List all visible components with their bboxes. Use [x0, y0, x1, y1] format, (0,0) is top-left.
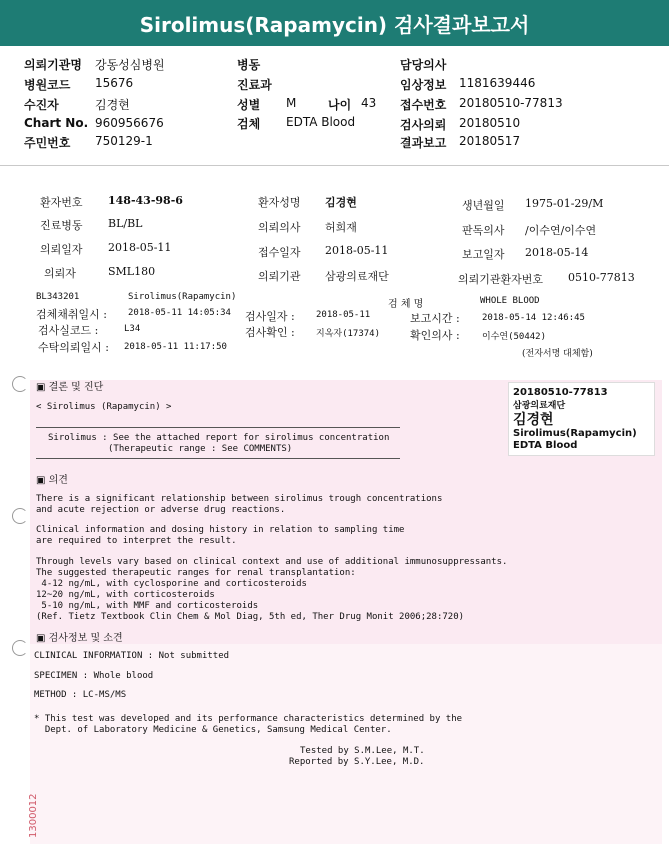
- scan-label-ref-doctor: 의뢰의사: [258, 221, 301, 234]
- sticker-patient: 김경현: [513, 412, 554, 428]
- method-info: METHOD : LC-MS/MS: [34, 690, 127, 700]
- opinion-p1-line2: and acute rejection or adverse drug reactions.: [36, 505, 286, 515]
- scan-label-inst-patient-no: 의뢰기관환자번호: [458, 273, 544, 286]
- value-result-report: 20180517: [459, 134, 521, 148]
- scan-esign: (전자서명 대체함): [522, 349, 593, 359]
- opinion-p3-line1: Through levels vary based on clinical context and use of additional immunosuppressants.: [36, 557, 508, 567]
- scan-value-ref-date: 2018-05-11: [108, 241, 172, 254]
- scan-collect-label: 검체채취일시 :: [36, 308, 107, 321]
- opinion-p3-line5: 5-10 ng/mL, with MMF and corticosteroids: [36, 601, 259, 611]
- section-test-info-heading: ▣ 검사정보 및 소견: [36, 633, 123, 644]
- scan-label-ref-institution: 의뢰기관: [258, 270, 301, 283]
- scan-value-ref-institution: 삼광의료재단: [325, 270, 389, 283]
- scan-value-ref-doctor: 허희재: [325, 221, 357, 234]
- scan-label-ref-date: 의뢰일자: [40, 243, 83, 256]
- opinion-p3-line6: (Ref. Tietz Textbook Clin Chem & Mol Diag, 5th ed, Ther Drug Monit 2006;28:720): [36, 612, 465, 622]
- label-chart-no: Chart No.: [24, 116, 89, 130]
- sticker-test: Sirolimus(Rapamycin): [513, 428, 637, 439]
- label-hospital-code: 병원코드: [24, 78, 71, 92]
- scan-value-birth: 1975-01-29/M: [525, 197, 604, 210]
- scan-confirm-doc-value: 이수연(50442): [482, 332, 547, 342]
- label-sex: 성별: [237, 98, 261, 112]
- scan-value-patient-name: 김경현: [325, 196, 357, 209]
- opinion-p2-line1: Clinical information and dosing history in relation to sampling time: [36, 525, 405, 535]
- scan-value-ward: BL/BL: [108, 217, 143, 230]
- report-header: [0, 0, 669, 46]
- value-hospital-code: 15676: [95, 76, 134, 90]
- report-title: Sirolimus(Rapamycin) 검사결과보고서: [139, 12, 530, 37]
- scan-value-reading-doctor: /이수연/이수연: [525, 224, 597, 237]
- binder-hole-icon: [12, 508, 28, 524]
- opinion-p1-line1: There is a significant relationship between sirolimus trough concentrations: [36, 494, 443, 504]
- value-test-request: 20180510: [459, 116, 521, 130]
- result-rule-bottom: [36, 458, 400, 459]
- scan-label-requester: 의뢰자: [44, 267, 76, 280]
- scan-test-date-value: 2018-05-11: [316, 310, 371, 320]
- scan-label-birth: 생년월일: [462, 199, 505, 212]
- label-ward: 병동: [237, 58, 261, 72]
- section-opinion-heading: ▣ 의견: [36, 475, 68, 486]
- scan-label-patient-name: 환자성명: [258, 196, 301, 209]
- value-patient: 김경현: [95, 98, 130, 112]
- scan-value-inst-patient-no: 0510-77813: [568, 271, 635, 284]
- scan-report-time-value: 2018-05-14 12:46:45: [482, 313, 585, 323]
- scan-lab-code-value: L34: [124, 324, 141, 334]
- result-line-1: Sirolimus : See the attached report for sirolimus concentration: [48, 433, 390, 443]
- value-specimen: EDTA Blood: [286, 115, 356, 129]
- specimen-info: SPECIMEN : Whole blood: [34, 671, 154, 681]
- scan-label-report-date: 보고일자: [462, 248, 505, 261]
- value-sex: M: [286, 96, 297, 110]
- value-resident-no: 750129-1: [95, 134, 153, 148]
- result-rule-top: [36, 427, 400, 428]
- scan-lab-code-label: 검사실코드 :: [38, 324, 99, 337]
- clinical-information: CLINICAL INFORMATION : Not submitted: [34, 651, 230, 661]
- label-resident-no: 주민번호: [24, 136, 71, 150]
- footnote-line-1: * This test was developed and its performance characteristics determined by the: [34, 714, 463, 724]
- side-serial-number: 1300012: [28, 793, 39, 838]
- section-conclusion-heading: ▣ 결론 및 진단: [36, 382, 104, 393]
- scan-label-patient-no: 환자번호: [40, 196, 83, 209]
- scan-test-name: Sirolimus(Rapamycin): [128, 292, 237, 302]
- sticker-receipt-no: 20180510-77813: [513, 387, 608, 398]
- label-patient: 수진자: [24, 98, 59, 112]
- value-receipt-no: 20180510-77813: [459, 96, 563, 110]
- opinion-p3-line2: The suggested therapeutic ranges for renal transplantation:: [36, 568, 356, 578]
- scan-label-receipt-date: 접수일자: [258, 246, 301, 259]
- scan-test-date-label: 검사일자 :: [245, 310, 295, 323]
- value-chart-no: 960956676: [95, 116, 164, 130]
- scan-label-reading-doctor: 판독의사: [462, 224, 505, 237]
- scan-specimen-value: WHOLE BLOOD: [480, 296, 540, 306]
- scan-specimen-label: 검 체 명: [388, 299, 424, 310]
- scan-confirm-value: 지옥자(17374): [316, 329, 381, 339]
- label-doctor: 담당의사: [400, 58, 447, 72]
- tested-by: Tested by S.M.Lee, M.T.: [300, 746, 425, 756]
- scan-test-code: BL343201: [36, 292, 80, 302]
- label-clinical-info: 임상정보: [400, 78, 447, 92]
- binder-hole-icon: [12, 640, 28, 656]
- label-department: 진료과: [237, 78, 272, 92]
- value-age: 43: [361, 96, 377, 110]
- label-result-report: 결과보고: [400, 136, 447, 150]
- section-divider: [0, 165, 669, 166]
- result-line-2: (Therapeutic range : See COMMENTS): [108, 444, 293, 454]
- sticker-specimen: EDTA Blood: [513, 440, 578, 451]
- label-specimen: 검체: [237, 117, 261, 131]
- value-clinical-info: 1181639446: [459, 76, 536, 90]
- label-age: 나이: [328, 98, 352, 112]
- opinion-p3-line4: 12~20 ng/mL, with corticosteroids: [36, 590, 215, 600]
- opinion-p3-line3: 4-12 ng/mL, with cyclosporine and corticosteroids: [36, 579, 307, 589]
- scan-confirm-label: 검사확인 :: [245, 326, 295, 339]
- footnote-line-2: Dept. of Laboratory Medicine & Genetics, Samsung Medical Center.: [34, 725, 392, 735]
- scan-value-report-date: 2018-05-14: [525, 246, 589, 259]
- value-institution: 강동성심병원: [95, 58, 165, 72]
- scan-order-time-value: 2018-05-11 11:17:50: [124, 342, 227, 352]
- sticker-institution: 삼광의료재단: [513, 401, 566, 411]
- reported-by: Reported by S.Y.Lee, M.D.: [289, 757, 425, 767]
- label-test-request: 검사의뢰: [400, 118, 447, 132]
- label-receipt-no: 접수번호: [400, 98, 447, 112]
- scan-label-ward: 진료병동: [40, 219, 83, 232]
- scan-confirm-doc-label: 확인의사 :: [410, 329, 460, 342]
- opinion-p2-line2: are required to interpret the result.: [36, 536, 237, 546]
- scan-report-time-label: 보고시간 :: [410, 312, 460, 325]
- binder-hole-icon: [12, 376, 28, 392]
- scan-order-time-label: 수탁의뢰일시 :: [38, 341, 109, 354]
- scan-value-patient-no: 148-43-98-6: [108, 194, 183, 207]
- scan-value-requester: SML180: [108, 265, 156, 278]
- report-test-title: < Sirolimus (Rapamycin) >: [36, 402, 172, 412]
- specimen-label-sticker: [508, 382, 655, 456]
- scan-value-receipt-date: 2018-05-11: [325, 244, 389, 257]
- label-institution: 의뢰기관명: [24, 58, 82, 72]
- scan-collect-value: 2018-05-11 14:05:34: [128, 308, 231, 318]
